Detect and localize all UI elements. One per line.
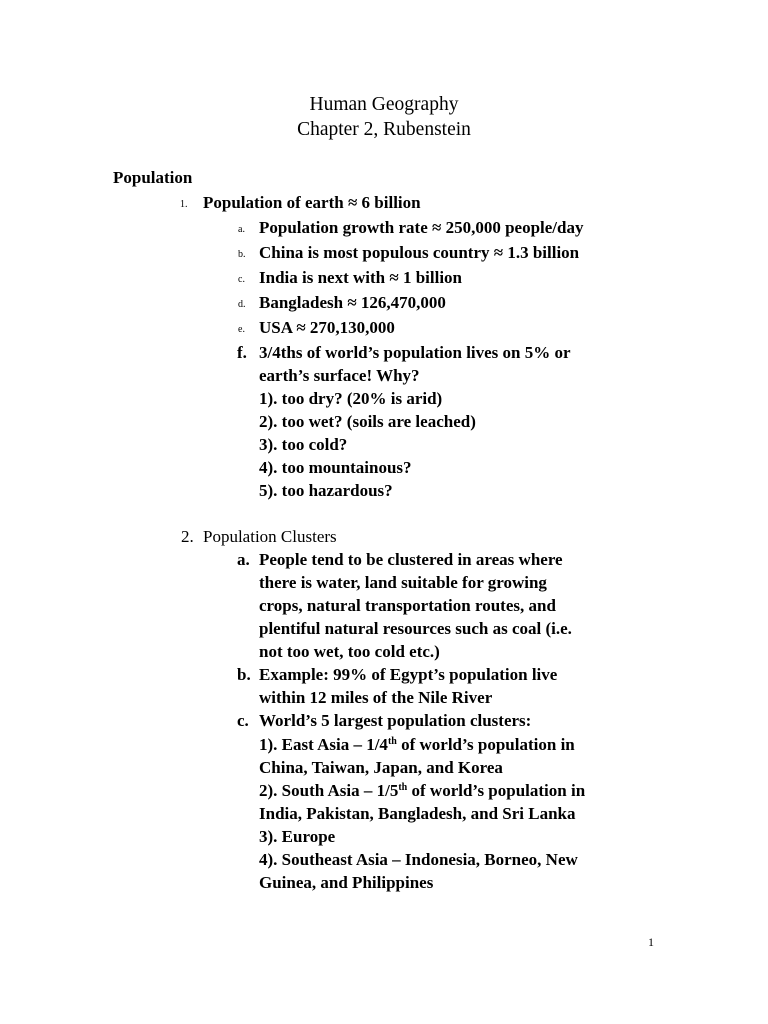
cluster-line: India, Pakistan, Bangladesh, and Sri Lanka — [259, 804, 576, 823]
list-item: People tend to be clustered in areas where — [259, 550, 563, 569]
reason-line: 2). too wet? (soils are leached) — [259, 412, 476, 431]
list-item: India is next with ≈ 1 billion — [259, 268, 462, 287]
cluster-text: of world’s population in — [396, 735, 575, 754]
list-marker: e. — [238, 324, 245, 335]
list-marker: d. — [238, 299, 246, 310]
cluster-line: 4). Southeast Asia – Indonesia, Borneo, New — [259, 850, 578, 869]
cluster-line — [259, 779, 585, 802]
section-heading: Population — [113, 168, 193, 187]
reason-line: 3). too cold? — [259, 435, 348, 454]
page-number: 1 — [648, 935, 654, 949]
list-item: Bangladesh ≈ 126,470,000 — [259, 293, 446, 312]
list-marker: b. — [238, 249, 246, 260]
list-item: Population growth rate ≈ 250,000 people/day — [259, 218, 584, 237]
cluster-text: 2). South Asia – 1/5 — [259, 781, 399, 800]
list-marker: a. — [237, 550, 250, 569]
list-marker: 1. — [180, 199, 188, 210]
superscript: th — [387, 736, 397, 747]
list-item-continuation: crops, natural transportation routes, and — [259, 596, 556, 615]
cluster-line — [259, 733, 575, 756]
list-item-continuation: earth’s surface! Why? — [259, 366, 420, 385]
list-item-continuation: within 12 miles of the Nile River — [259, 688, 493, 707]
document-title: Human Geography — [309, 94, 459, 115]
list-item: USA ≈ 270,130,000 — [259, 318, 395, 337]
list-item: World’s 5 largest population clusters: — [259, 711, 532, 730]
list-item-continuation: not too wet, too cold etc.) — [259, 642, 440, 661]
cluster-line: China, Taiwan, Japan, and Korea — [259, 758, 503, 777]
document-subtitle: Chapter 2, Rubenstein — [297, 119, 471, 140]
cluster-text: 1). East Asia – 1/4 — [259, 735, 388, 754]
reason-line: 1). too dry? (20% is arid) — [259, 389, 443, 408]
cluster-text: of world’s population in — [407, 781, 586, 800]
list-marker: f. — [237, 343, 247, 362]
list-marker: a. — [238, 224, 245, 235]
superscript: th — [398, 782, 408, 793]
list-item-continuation: plentiful natural resources such as coal (i.e. — [259, 619, 572, 638]
list-item: China is most populous country ≈ 1.3 billion — [259, 243, 580, 262]
list-item: 3/4ths of world’s population lives on 5% or — [259, 343, 571, 362]
reason-line: 5). too hazardous? — [259, 481, 393, 500]
reason-line: 4). too mountainous? — [259, 458, 412, 477]
list-item-continuation: there is water, land suitable for growing — [259, 573, 547, 592]
list-item: Population of earth ≈ 6 billion — [203, 193, 421, 212]
cluster-line: 3). Europe — [259, 827, 336, 846]
list-marker: b. — [237, 665, 251, 684]
list-marker: c. — [237, 711, 249, 730]
list-marker: c. — [238, 274, 245, 285]
cluster-line: Guinea, and Philippines — [259, 873, 434, 892]
list-item: Population Clusters — [203, 527, 337, 546]
list-item: Example: 99% of Egypt’s population live — [259, 665, 558, 684]
list-marker: 2. — [181, 527, 194, 546]
